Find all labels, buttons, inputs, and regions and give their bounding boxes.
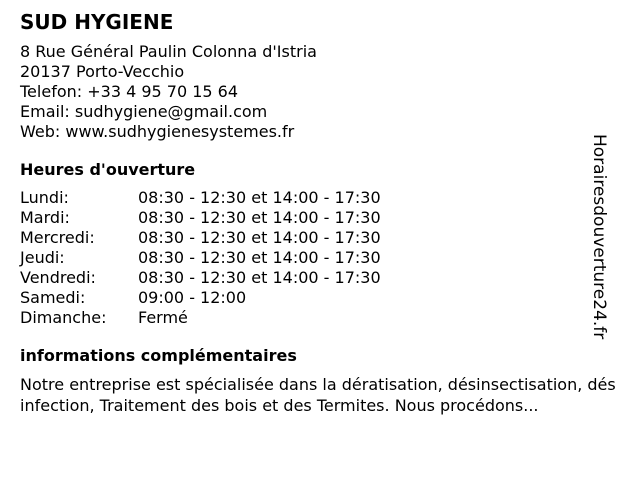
hours-time: 08:30 - 12:30 et 14:00 - 17:30 [138,248,381,267]
hours-table [20,188,620,328]
phone-line: Telefon: +33 4 95 70 15 64 [20,82,239,101]
hours-time: 08:30 - 12:30 et 14:00 - 17:30 [138,188,381,207]
hours-row-saturday [20,288,620,308]
web-line: Web: www.sudhygienesystemes.fr [20,122,295,141]
hours-time: 08:30 - 12:30 et 14:00 - 17:30 [138,208,381,227]
business-card [20,10,620,416]
hours-row-wednesday [20,228,620,248]
hours-row-monday [20,188,620,208]
hours-time: 09:00 - 12:00 [138,288,247,307]
hours-row-thursday [20,248,620,268]
site-watermark: Horairesdouverture24.fr [589,134,609,340]
hours-row-sunday [20,308,620,328]
hours-day-label: Vendredi: [20,268,96,287]
info-heading: informations complémentaires [20,346,297,365]
hours-time: 08:30 - 12:30 et 14:00 - 17:30 [138,228,381,247]
hours-day-label: Mardi: [20,208,70,227]
hours-row-friday [20,268,620,288]
hours-day-label: Dimanche: [20,308,107,327]
hours-day-label: Lundi: [20,188,69,207]
address-city: 20137 Porto-Vecchio [20,62,185,81]
business-name: SUD HYGIENE [20,10,174,34]
contact-block [20,42,620,142]
email-line: Email: sudhygiene@gmail.com [20,102,268,121]
hours-row-tuesday [20,208,620,228]
address-street: 8 Rue Général Paulin Colonna d'Istria [20,42,317,61]
hours-day-label: Mercredi: [20,228,95,247]
hours-time: 08:30 - 12:30 et 14:00 - 17:30 [138,268,381,287]
info-text: Notre entreprise est spécialisée dans la dératisation, désinsectisation, désinfection, Traitement des bois et des Termites. Nous procédons... [20,375,616,415]
hours-heading: Heures d'ouverture [20,160,196,179]
hours-day-label: Jeudi: [20,248,65,267]
hours-day-label: Samedi: [20,288,86,307]
hours-time: Fermé [138,308,188,327]
